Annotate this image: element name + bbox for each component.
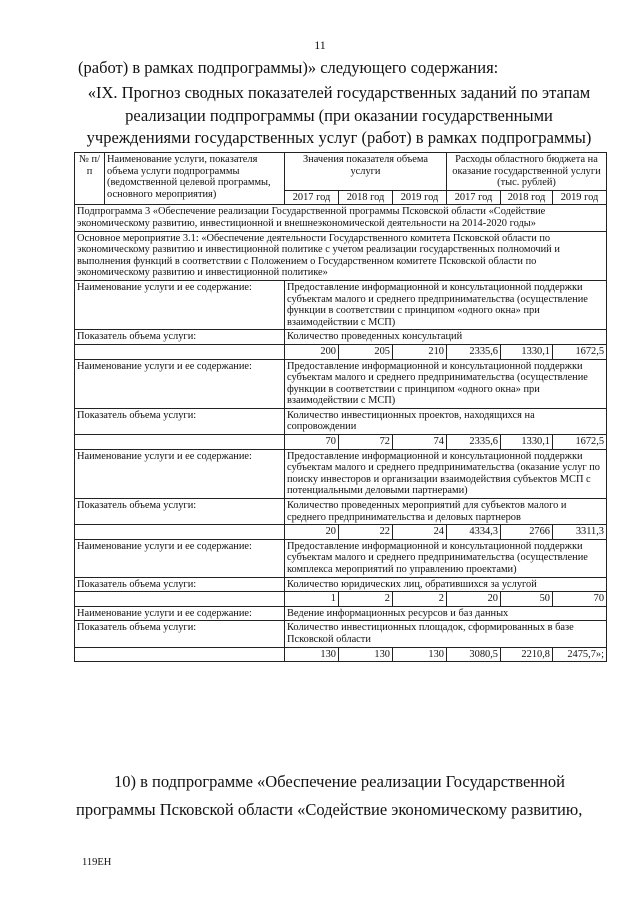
header-num: № п/п (75, 153, 105, 205)
service-label: Наименование услуги и ее содержание: (75, 280, 285, 329)
values-row (75, 525, 607, 540)
indicator-content: Количество инвестиционных проектов, находящихся на сопровождении (285, 408, 607, 434)
indicator-label: Показатель объема услуги: (75, 577, 285, 592)
value-cell: 74 (393, 435, 447, 450)
indicator-content: Количество инвестиционных площадок, сформированных в базе Псковской области (285, 621, 607, 647)
value-cell: 130 (393, 647, 447, 662)
indicator-row (75, 330, 607, 345)
subprogram-row (75, 205, 607, 231)
value-cell: 1 (285, 592, 339, 607)
value-cell: 200 (285, 344, 339, 359)
value-cell: 24 (393, 525, 447, 540)
header-year: 2019 год (393, 190, 447, 205)
value-cell: 70 (553, 592, 607, 607)
outro-paragraph (76, 768, 606, 824)
values-row (75, 647, 607, 662)
value-cell: 2210,8 (501, 647, 553, 662)
value-cell: 1330,1 (501, 344, 553, 359)
values-row (75, 344, 607, 359)
header-year: 2018 год (339, 190, 393, 205)
service-row (75, 359, 607, 408)
heading-line: «IX. Прогноз сводных показателей государственных заданий по этапам (87, 83, 591, 102)
service-label: Наименование услуги и ее содержание: (75, 606, 285, 621)
values-empty (75, 647, 285, 662)
service-label: Наименование услуги и ее содержание: (75, 539, 285, 577)
service-row (75, 449, 607, 498)
value-cell: 2766 (501, 525, 553, 540)
indicator-content: Количество юридических лиц, обратившихся за услугой (285, 577, 607, 592)
header-year: 2017 год (285, 190, 339, 205)
indicator-row (75, 499, 607, 525)
heading-line: реализации подпрограммы (при оказании государственными (125, 105, 553, 125)
value-cell: 2 (393, 592, 447, 607)
value-cell: 2 (339, 592, 393, 607)
outro-line: программы Псковской области «Содействие экономическому развитию, (76, 800, 583, 819)
indicator-label: Показатель объема услуги: (75, 499, 285, 525)
value-cell: 20 (447, 592, 501, 607)
values-empty (75, 525, 285, 540)
heading-line: учреждениями государственных услуг (работ) в рамках подпрограммы) (86, 128, 592, 147)
forecast-table (74, 152, 607, 662)
value-cell: 3311,3 (553, 525, 607, 540)
values-empty (75, 592, 285, 607)
value-cell: 4334,3 (447, 525, 501, 540)
header-year: 2017 год (447, 190, 501, 205)
header-year: 2018 год (501, 190, 553, 205)
service-row (75, 539, 607, 577)
value-cell: 1672,5 (553, 435, 607, 450)
value-cell: 70 (285, 435, 339, 450)
value-cell: 1330,1 (501, 435, 553, 450)
header-name: Наименование услуги, показателя объема услуги подпрограммы (ведомственной целевой программы, основного мероприятия) (105, 153, 285, 205)
main-event-row (75, 231, 607, 280)
outro-line: 10) в подпрограмме «Обеспечение реализации Государственной (114, 772, 566, 791)
page-number: 11 (314, 38, 326, 52)
indicator-row (75, 621, 607, 647)
value-cell: 3080,5 (447, 647, 501, 662)
values-empty (75, 435, 285, 450)
value-cell: 2475,7»; (553, 647, 607, 662)
indicator-label: Показатель объема услуги: (75, 408, 285, 434)
values-empty (75, 344, 285, 359)
value-cell: 130 (285, 647, 339, 662)
indicator-label: Показатель объема услуги: (75, 330, 285, 345)
service-content: Предоставление информационной и консультационной поддержки субъектам малого и среднего предпринимательства (осуществление комплекса мероприятий по управлению проектами) (285, 539, 607, 577)
value-cell: 2335,6 (447, 435, 501, 450)
table-header-row (75, 153, 607, 191)
section-heading (74, 82, 604, 150)
header-volume: Значения показателя объема услуги (285, 153, 447, 191)
values-row (75, 435, 607, 450)
value-cell: 72 (339, 435, 393, 450)
service-label: Наименование услуги и ее содержание: (75, 359, 285, 408)
service-content: Предоставление информационной и консультационной поддержки субъектам малого и среднего предпринимательства (оказание услуг по поиску инвесторов и организации взаимодействия субъектов МСП с потенциальными деловыми партнерами) (285, 449, 607, 498)
intro-line: (работ) в рамках подпрограммы)» следующего содержания: (78, 58, 499, 77)
indicator-content: Количество проведенных консультаций (285, 330, 607, 345)
service-content: Ведение информационных ресурсов и баз данных (285, 606, 607, 621)
value-cell: 22 (339, 525, 393, 540)
indicator-row (75, 577, 607, 592)
indicator-row (75, 408, 607, 434)
subprogram-title: Подпрограмма 3 «Обеспечение реализации Государственной программы Псковской области «Содействие экономическому развитию, инвестиционной и внешнеэкономической деятельности на 2014-2020 годы» (75, 205, 607, 231)
service-row (75, 606, 607, 621)
value-cell: 130 (339, 647, 393, 662)
value-cell: 210 (393, 344, 447, 359)
value-cell: 2335,6 (447, 344, 501, 359)
header-budget: Расходы областного бюджета на оказание государственной услуги (тыс. рублей) (447, 153, 607, 191)
service-content: Предоставление информационной и консультационной поддержки субъектам малого и среднего предпринимательства (осуществление функции в соответствии с принципом «одного окна» при взаимодействии с МСП) (285, 280, 607, 329)
indicator-content: Количество проведенных мероприятий для субъектов малого и среднего предпринимательства и деловых партнеров (285, 499, 607, 525)
value-cell: 20 (285, 525, 339, 540)
service-row (75, 280, 607, 329)
service-content: Предоставление информационной и консультационной поддержки субъектам малого и среднего предпринимательства (осуществление функции в соответствии с принципом «одного окна» при взаимодействии с МСП) (285, 359, 607, 408)
value-cell: 50 (501, 592, 553, 607)
indicator-label: Показатель объема услуги: (75, 621, 285, 647)
header-year: 2019 год (553, 190, 607, 205)
footer-code: 119ЕН (82, 857, 112, 868)
value-cell: 205 (339, 344, 393, 359)
service-label: Наименование услуги и ее содержание: (75, 449, 285, 498)
main-event-title: Основное мероприятие 3.1: «Обеспечение деятельности Государственного комитета Псковской области по экономическому развитию и инвестиционной политике с учетом реализации государственных полномочий и выполнения функций в соответствии с Положением о Государственном комитете Псковской области по экономическому развитию и инвестиционной политике» (75, 231, 607, 280)
values-row (75, 592, 607, 607)
value-cell: 1672,5 (553, 344, 607, 359)
